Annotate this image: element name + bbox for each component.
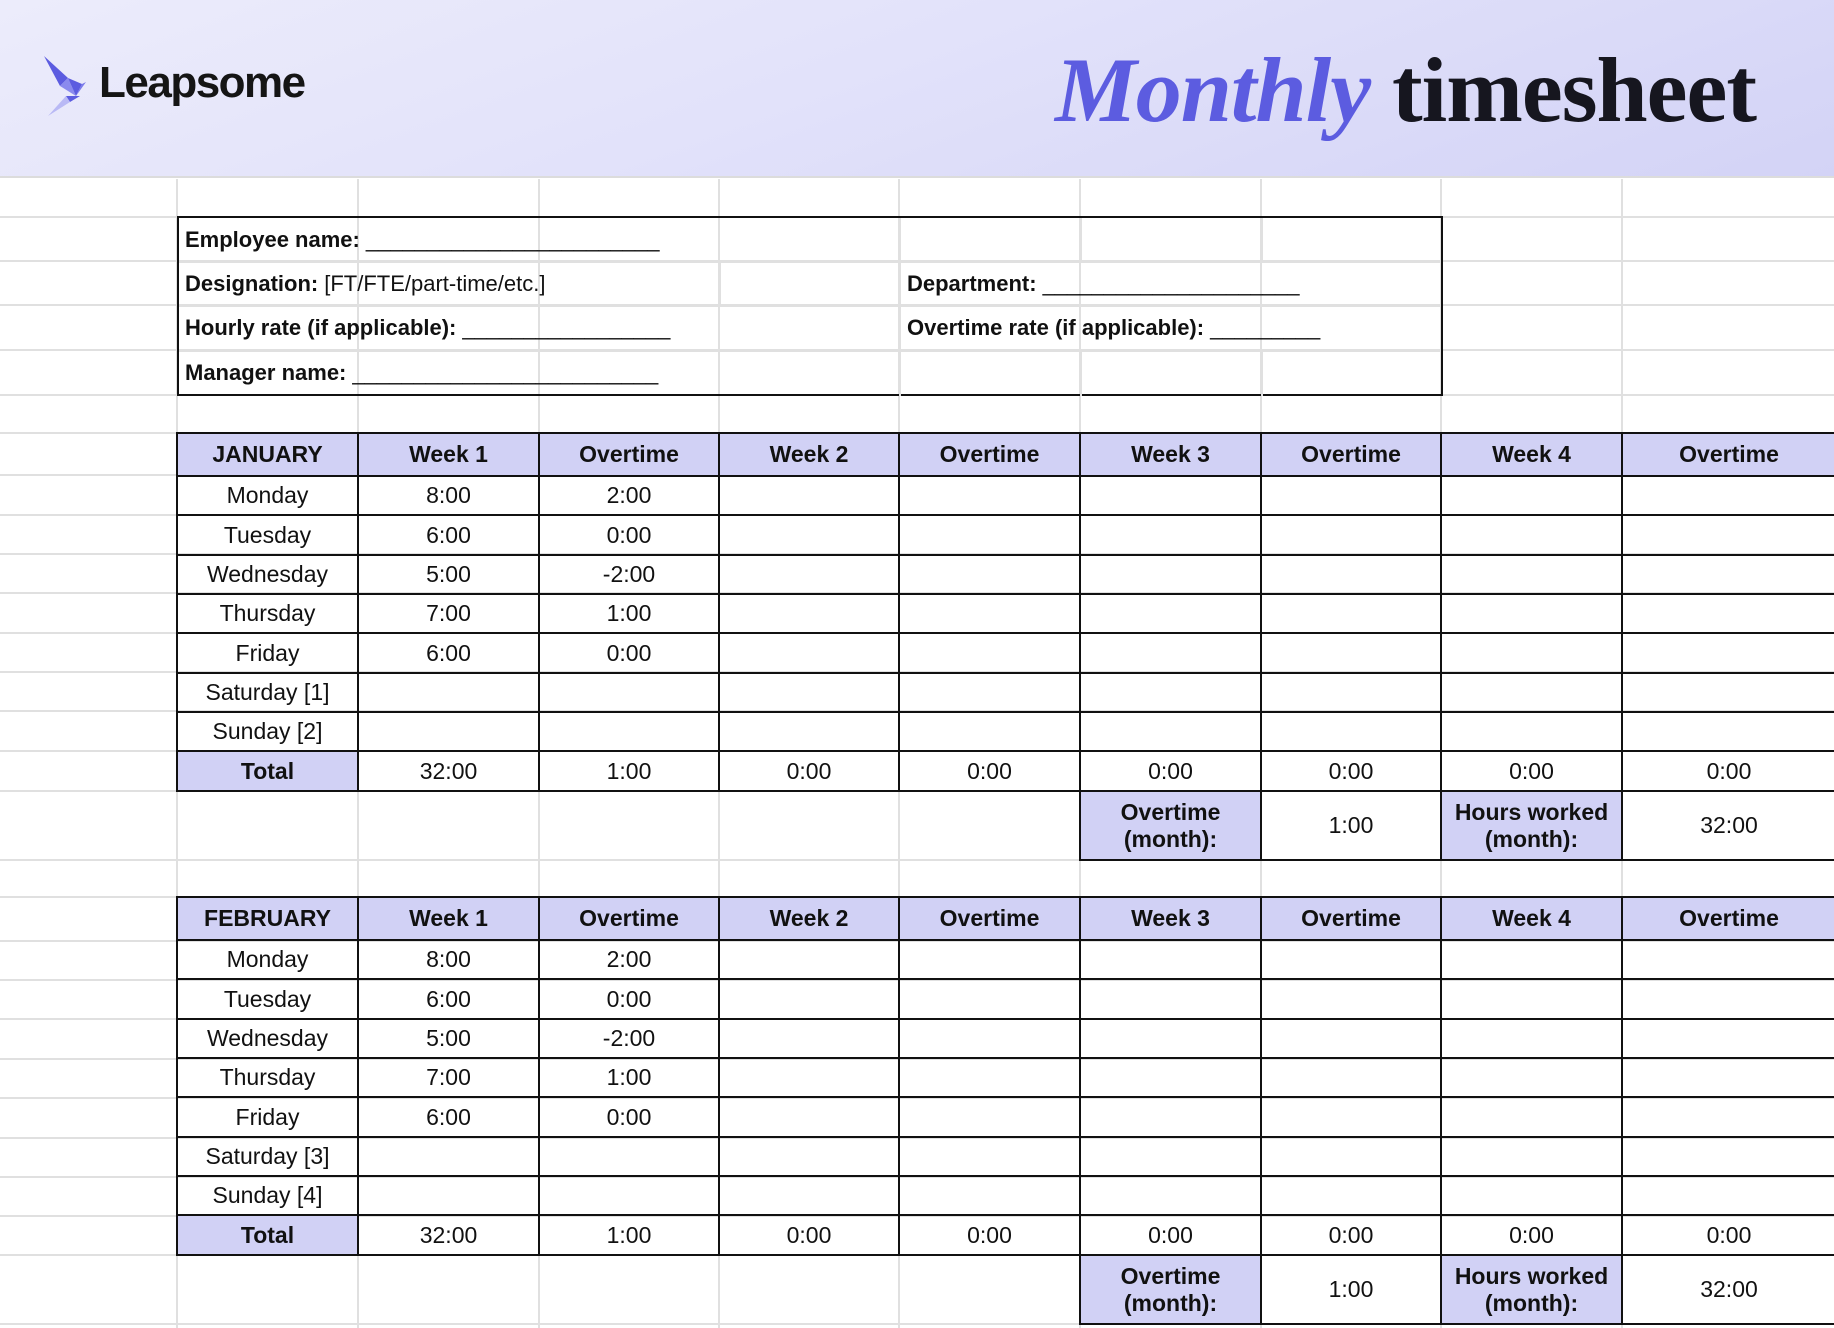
time-entry-cell[interactable] (1440, 475, 1623, 516)
column-header: Overtime (538, 896, 720, 941)
designation-value: [FT/FTE/part-time/etc.] (324, 271, 546, 296)
time-entry-cell[interactable] (898, 672, 1081, 713)
time-entry-cell[interactable]: 0:00 (538, 978, 720, 1020)
time-entry-cell[interactable]: 6:00 (357, 632, 540, 674)
time-entry-cell[interactable]: 5:00 (357, 1018, 540, 1059)
time-entry-cell[interactable] (1079, 514, 1262, 556)
time-entry-cell[interactable] (718, 672, 900, 713)
time-entry-cell[interactable]: 6:00 (357, 514, 540, 556)
hours-month-label: Hours worked (month): (1440, 1254, 1623, 1325)
time-entry-cell[interactable] (1260, 1136, 1442, 1177)
employee-name-field[interactable] (185, 218, 660, 262)
time-entry-cell[interactable] (718, 632, 900, 674)
time-entry-cell[interactable] (1260, 939, 1442, 980)
column-header: Overtime (1260, 432, 1442, 477)
day-label: Wednesday (176, 554, 359, 595)
time-entry-cell[interactable] (718, 475, 900, 516)
info-divider (899, 351, 901, 396)
column-header: Overtime (898, 432, 1081, 477)
manager-name-value: _________________________ (352, 360, 659, 385)
total-value: 0:00 (1621, 750, 1834, 792)
time-entry-cell[interactable]: 7:00 (357, 1057, 540, 1098)
time-entry-cell[interactable]: 0:00 (538, 514, 720, 556)
time-entry-cell[interactable]: 7:00 (357, 593, 540, 634)
time-entry-cell[interactable] (1079, 1018, 1262, 1059)
time-entry-cell[interactable]: 1:00 (538, 1057, 720, 1098)
time-entry-cell[interactable]: 2:00 (538, 475, 720, 516)
leapsome-logo-icon (44, 56, 90, 116)
designation-field[interactable] (185, 262, 545, 306)
column-header: Overtime (538, 432, 720, 477)
day-label: Saturday [1] (176, 672, 359, 713)
hours-month-value: 32:00 (1621, 790, 1834, 861)
time-entry-cell[interactable] (898, 593, 1081, 634)
time-entry-cell[interactable] (1260, 1018, 1442, 1059)
total-value: 0:00 (718, 750, 900, 792)
column-header: Overtime (1260, 896, 1442, 941)
total-label: Total (176, 750, 359, 792)
time-entry-cell[interactable] (1621, 1018, 1834, 1059)
time-entry-cell[interactable] (1079, 1136, 1262, 1177)
total-value: 0:00 (1440, 750, 1623, 792)
column-header: Week 3 (1079, 432, 1262, 477)
department-value: _____________________ (1042, 271, 1300, 296)
total-value: 0:00 (1440, 1214, 1623, 1256)
time-entry-cell[interactable] (1079, 593, 1262, 634)
department-label: Department: (907, 271, 1037, 296)
time-entry-cell[interactable] (898, 554, 1081, 595)
time-entry-cell[interactable]: 0:00 (538, 1096, 720, 1138)
time-entry-cell[interactable]: 8:00 (357, 475, 540, 516)
manager-name-field[interactable] (185, 351, 658, 395)
time-entry-cell[interactable] (898, 1175, 1081, 1216)
time-entry-cell[interactable] (1079, 939, 1262, 980)
time-entry-cell[interactable] (538, 1136, 720, 1177)
column-header: Week 4 (1440, 432, 1623, 477)
time-entry-cell[interactable]: 1:00 (538, 593, 720, 634)
day-label: Monday (176, 939, 359, 980)
time-entry-cell[interactable] (1621, 939, 1834, 980)
time-entry-cell[interactable]: 2:00 (538, 939, 720, 980)
time-entry-cell[interactable] (1440, 1175, 1623, 1216)
time-entry-cell[interactable]: 0:00 (538, 632, 720, 674)
time-entry-cell[interactable] (1260, 1096, 1442, 1138)
day-label: Sunday [4] (176, 1175, 359, 1216)
time-entry-cell[interactable]: -2:00 (538, 1018, 720, 1059)
time-entry-cell[interactable] (1260, 632, 1442, 674)
overtime-rate-value: _________ (1210, 315, 1321, 340)
column-header: Week 2 (718, 896, 900, 941)
day-label: Tuesday (176, 978, 359, 1020)
time-entry-cell[interactable] (1440, 672, 1623, 713)
hourly-rate-field[interactable] (185, 306, 670, 350)
time-entry-cell[interactable] (1260, 978, 1442, 1020)
time-entry-cell[interactable] (718, 1096, 900, 1138)
time-entry-cell[interactable] (538, 711, 720, 752)
total-value: 0:00 (1079, 750, 1262, 792)
total-value: 0:00 (898, 1214, 1081, 1256)
time-entry-cell[interactable]: -2:00 (538, 554, 720, 595)
time-entry-cell[interactable] (1440, 632, 1623, 674)
day-label: Sunday [2] (176, 711, 359, 752)
time-entry-cell[interactable] (1621, 475, 1834, 516)
time-entry-cell[interactable]: 5:00 (357, 554, 540, 595)
column-header: Week 2 (718, 432, 900, 477)
column-header: Overtime (1621, 432, 1834, 477)
time-entry-cell[interactable] (1621, 1096, 1834, 1138)
time-entry-cell[interactable] (1079, 1175, 1262, 1216)
day-label: Tuesday (176, 514, 359, 556)
time-entry-cell[interactable] (1079, 978, 1262, 1020)
time-entry-cell[interactable] (1260, 593, 1442, 634)
time-entry-cell[interactable]: 8:00 (357, 939, 540, 980)
time-entry-cell[interactable] (718, 939, 900, 980)
total-value: 32:00 (357, 1214, 540, 1256)
time-entry-cell[interactable] (357, 1175, 540, 1216)
time-entry-cell[interactable] (898, 475, 1081, 516)
time-entry-cell[interactable] (1260, 1057, 1442, 1098)
time-entry-cell[interactable] (1260, 672, 1442, 713)
total-value: 0:00 (1260, 750, 1442, 792)
day-label: Saturday [3] (176, 1136, 359, 1177)
employee-name-value: ________________________ (365, 227, 660, 252)
employee-info-box (177, 216, 1443, 396)
hourly-rate-value: _________________ (462, 315, 671, 340)
total-label: Total (176, 1214, 359, 1256)
time-entry-cell[interactable] (1079, 711, 1262, 752)
time-entry-cell[interactable] (1621, 632, 1834, 674)
time-entry-cell[interactable] (718, 1175, 900, 1216)
day-label: Friday (176, 632, 359, 674)
time-entry-cell[interactable] (718, 1018, 900, 1059)
time-entry-cell[interactable] (1440, 593, 1623, 634)
time-entry-cell[interactable] (898, 711, 1081, 752)
time-entry-cell[interactable] (1621, 672, 1834, 713)
time-entry-cell[interactable] (1079, 672, 1262, 713)
time-entry-cell[interactable] (718, 711, 900, 752)
time-entry-cell[interactable] (1079, 1096, 1262, 1138)
time-entry-cell[interactable] (718, 514, 900, 556)
time-entry-cell[interactable] (1440, 1018, 1623, 1059)
time-entry-cell[interactable] (1440, 978, 1623, 1020)
page-title (1055, 30, 1756, 150)
time-entry-cell[interactable] (1621, 1175, 1834, 1216)
time-entry-cell[interactable] (1440, 1136, 1623, 1177)
info-divider (719, 262, 721, 305)
total-value: 1:00 (538, 750, 720, 792)
time-entry-cell[interactable] (898, 1057, 1081, 1098)
month-name-header: FEBRUARY (176, 896, 359, 941)
time-entry-cell[interactable] (718, 1136, 900, 1177)
department-field[interactable] (907, 262, 1300, 306)
day-label: Monday (176, 475, 359, 516)
time-entry-cell[interactable] (538, 672, 720, 713)
day-label: Friday (176, 1096, 359, 1138)
info-divider (899, 218, 901, 261)
time-entry-cell[interactable] (1621, 514, 1834, 556)
time-entry-cell[interactable] (1260, 554, 1442, 595)
time-entry-cell[interactable] (1260, 711, 1442, 752)
overtime-month-value: 1:00 (1260, 1254, 1442, 1325)
month-name-header: JANUARY (176, 432, 359, 477)
time-entry-cell[interactable] (898, 1096, 1081, 1138)
time-entry-cell[interactable] (718, 554, 900, 595)
time-entry-cell[interactable] (538, 1175, 720, 1216)
time-entry-cell[interactable] (718, 1057, 900, 1098)
overtime-month-value: 1:00 (1260, 790, 1442, 861)
info-divider (1080, 351, 1082, 396)
day-label: Wednesday (176, 1018, 359, 1059)
manager-name-label: Manager name: (185, 360, 347, 385)
header-banner (0, 0, 1834, 178)
time-entry-cell[interactable] (1440, 1096, 1623, 1138)
title-accent: Monthly (1054, 39, 1371, 141)
time-entry-cell[interactable] (357, 672, 540, 713)
time-entry-cell[interactable]: 6:00 (357, 978, 540, 1020)
total-value: 0:00 (1079, 1214, 1262, 1256)
total-value: 0:00 (1621, 1214, 1834, 1256)
day-label: Thursday (176, 1057, 359, 1098)
column-header: Week 3 (1079, 896, 1262, 941)
time-entry-cell[interactable] (898, 939, 1081, 980)
time-entry-cell[interactable] (1440, 939, 1623, 980)
time-entry-cell[interactable] (1621, 711, 1834, 752)
time-entry-cell[interactable] (1621, 554, 1834, 595)
column-header: Overtime (1621, 896, 1834, 941)
total-value: 0:00 (718, 1214, 900, 1256)
overtime-month-label: Overtime (month): (1079, 1254, 1262, 1325)
column-header: Week 1 (357, 896, 540, 941)
total-value: 0:00 (898, 750, 1081, 792)
time-entry-cell[interactable] (898, 978, 1081, 1020)
overtime-month-label: Overtime (month): (1079, 790, 1262, 861)
time-entry-cell[interactable] (1079, 632, 1262, 674)
logo-text: Leapsome (99, 58, 305, 107)
day-label: Thursday (176, 593, 359, 634)
time-entry-cell[interactable] (1260, 1175, 1442, 1216)
time-entry-cell[interactable]: 6:00 (357, 1096, 540, 1138)
overtime-rate-label: Overtime rate (if applicable): (907, 315, 1205, 340)
time-entry-cell[interactable] (898, 514, 1081, 556)
total-value: 1:00 (538, 1214, 720, 1256)
time-entry-cell[interactable] (718, 593, 900, 634)
time-entry-cell[interactable] (1440, 1057, 1623, 1098)
info-divider (1261, 218, 1263, 261)
hours-month-value: 32:00 (1621, 1254, 1834, 1325)
time-entry-cell[interactable] (1621, 1136, 1834, 1177)
time-entry-cell[interactable] (1079, 1057, 1262, 1098)
time-entry-cell[interactable] (718, 978, 900, 1020)
time-entry-cell[interactable] (1079, 554, 1262, 595)
column-header: Week 1 (357, 432, 540, 477)
info-divider (1261, 351, 1263, 396)
column-header: Week 4 (1440, 896, 1623, 941)
time-entry-cell[interactable] (1440, 514, 1623, 556)
time-entry-cell[interactable] (1079, 475, 1262, 516)
time-entry-cell[interactable] (1260, 514, 1442, 556)
time-entry-cell[interactable] (1621, 1057, 1834, 1098)
time-entry-cell[interactable] (1440, 554, 1623, 595)
time-entry-cell[interactable] (898, 1136, 1081, 1177)
hours-month-label: Hours worked (month): (1440, 790, 1623, 861)
time-entry-cell[interactable] (357, 1136, 540, 1177)
employee-name-label: Employee name: (185, 227, 360, 252)
title-main: timesheet (1392, 39, 1756, 141)
hourly-rate-label: Hourly rate (if applicable): (185, 315, 457, 340)
info-divider (899, 262, 901, 350)
total-value: 32:00 (357, 750, 540, 792)
time-entry-cell[interactable] (1621, 593, 1834, 634)
time-entry-cell[interactable] (1621, 978, 1834, 1020)
time-entry-cell[interactable] (1260, 475, 1442, 516)
info-divider (1080, 218, 1082, 261)
time-entry-cell[interactable] (1440, 711, 1623, 752)
time-entry-cell[interactable] (898, 632, 1081, 674)
designation-label: Designation: (185, 271, 319, 296)
time-entry-cell[interactable] (898, 1018, 1081, 1059)
total-value: 0:00 (1260, 1214, 1442, 1256)
time-entry-cell[interactable] (357, 711, 540, 752)
overtime-rate-field[interactable] (907, 306, 1320, 350)
column-header: Overtime (898, 896, 1081, 941)
